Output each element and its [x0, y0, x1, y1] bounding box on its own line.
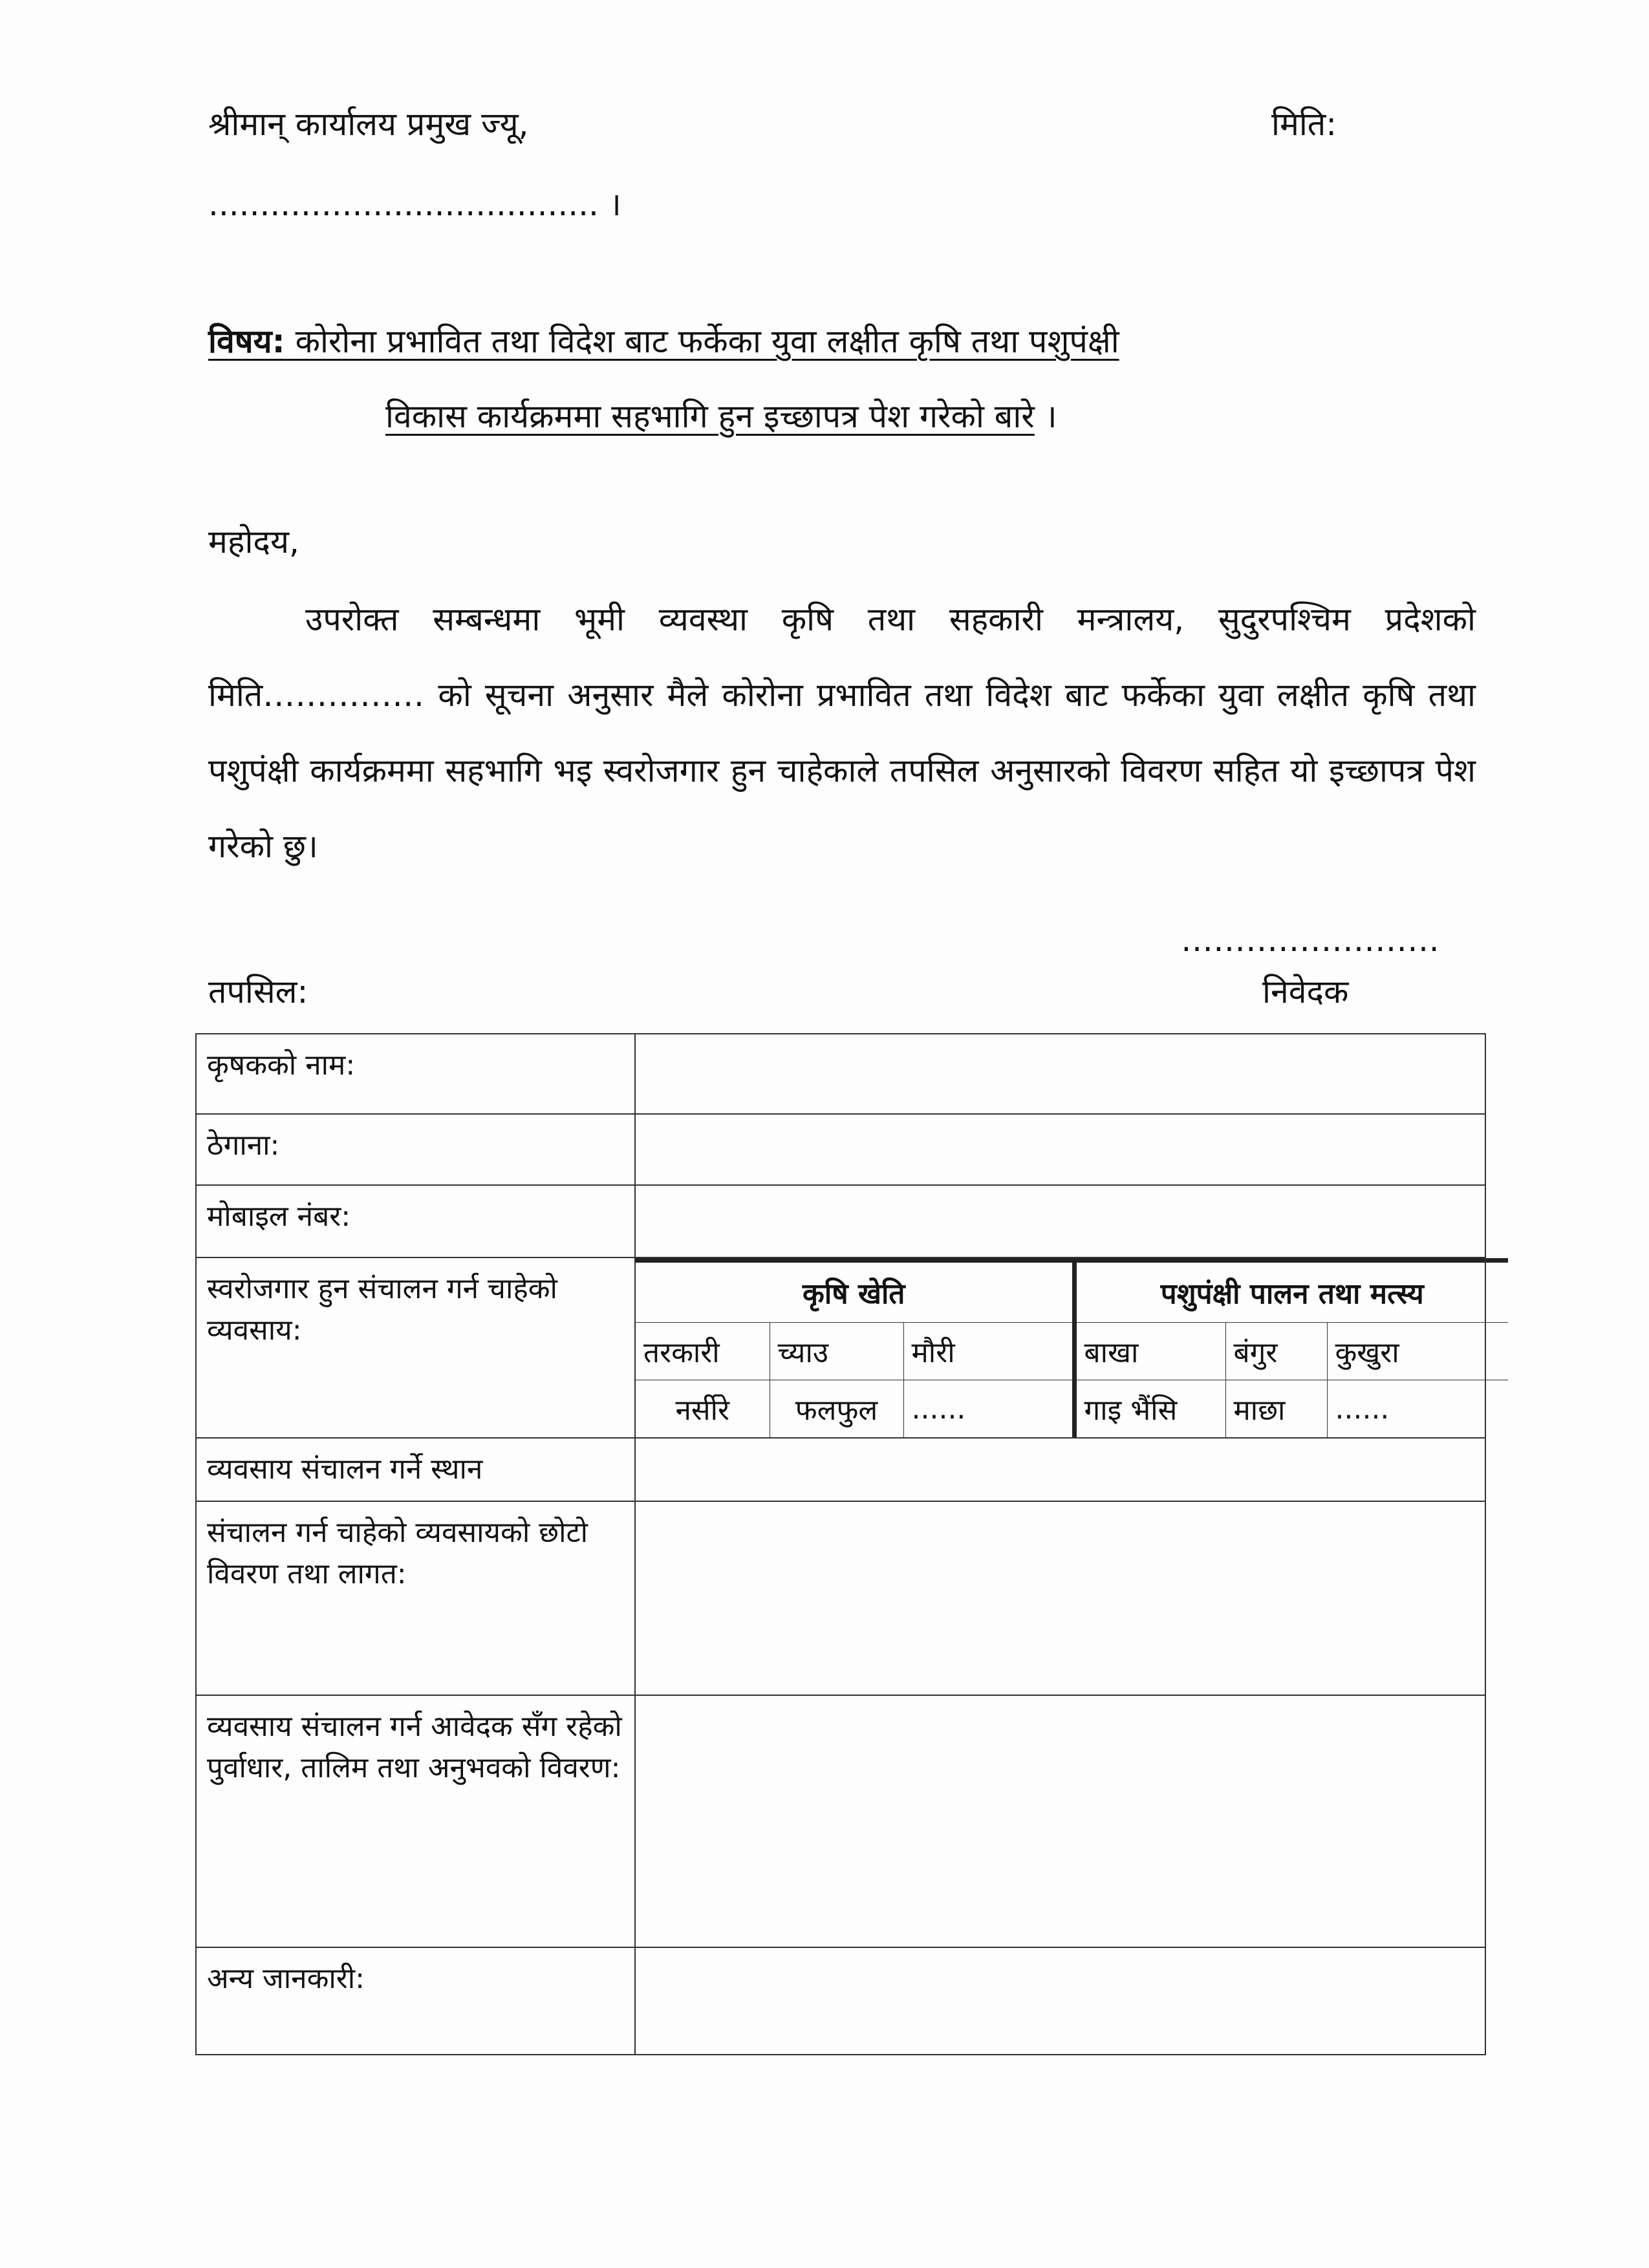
option-cow-buffalo[interactable]: गाइ भैंसि [1074, 1380, 1225, 1438]
date-label: मिति: [1271, 105, 1337, 143]
table-row [196, 1034, 1485, 1114]
mobile-field[interactable] [635, 1185, 1485, 1257]
subject-label: विषय: [208, 323, 285, 360]
table-row [196, 1114, 1485, 1185]
subject-end-mark: । [1034, 398, 1057, 435]
table-row [636, 1380, 1508, 1438]
location-label: व्यवसाय संचालन गर्ने स्थान [196, 1438, 635, 1501]
table-row [196, 1185, 1485, 1257]
description-label: संचालन गर्न चाहेको व्यवसायको छोटो विवरण तथा लागत: [196, 1501, 635, 1695]
letter-body: उपरोक्त सम्बन्धमा भूमी व्यवस्था कृषि तथा सहकारी मन्त्रालय, सुदुरपश्चिम प्रदेशको मिति…………… को सूचना अनुसार मैले कोरोना प्रभावित तथा विदेश बाट फर्केका युवा लक्षीत कृषि तथा पशुपंक्षी कार्यक्रममा सहभागि भइ स्वरोजगार हुन चाहेकाले तपसिल अनुसारको विवरण सहित यो इच्छापत्र पेश गरेको छु। [208, 601, 1476, 865]
option-vegetable[interactable]: तरकारी [636, 1323, 770, 1380]
option-chicken[interactable]: कुखुरा [1327, 1323, 1508, 1380]
option-fruit[interactable]: फलफुल [770, 1380, 903, 1438]
signature-line: …………………… [1181, 921, 1439, 959]
mobile-label: मोबाइल नंबर: [196, 1185, 635, 1257]
option-goat[interactable]: बाखा [1074, 1323, 1225, 1380]
option-pig[interactable]: बंगुर [1225, 1323, 1327, 1380]
infrastructure-field[interactable] [635, 1695, 1485, 1947]
other-info-label: अन्य जानकारी: [196, 1947, 635, 2055]
details-label: तपसिल: [208, 973, 308, 1011]
agri-header: कृषि खेति [636, 1261, 1074, 1323]
table-row [196, 1438, 1485, 1501]
business-label: स्वरोजगार हुन संचालन गर्न चाहेको व्यवसाय: [196, 1257, 635, 1438]
livestock-header: पशुपंक्षी पालन तथा मत्स्य [1074, 1261, 1508, 1323]
farmer-name-field[interactable] [635, 1034, 1485, 1114]
salutation: श्रीमान् कार्यालय प्रमुख ज्यू, [208, 105, 529, 143]
table-row [196, 1947, 1485, 2055]
address-field[interactable] [635, 1114, 1485, 1185]
office-blank-line: ...................................... । [208, 186, 621, 223]
greeting: महोदय, [208, 523, 299, 561]
option-nursery[interactable]: नर्सीरे [636, 1380, 770, 1438]
table-row [196, 1501, 1485, 1695]
option-fish[interactable]: माछा [1225, 1380, 1327, 1438]
table-row [636, 1323, 1508, 1380]
other-info-field[interactable] [635, 1947, 1485, 2055]
subject-text-1: कोरोना प्रभावित तथा विदेश बाट फर्केका युवा लक्षीत कृषि तथा पशुपंक्षी [295, 323, 1119, 360]
subject-line-2 [385, 397, 1057, 436]
table-row [196, 1257, 1485, 1438]
subject-text-2: विकास कार्यक्रममा सहभागि हुन इच्छापत्र पेश गरेको बारे [385, 398, 1035, 435]
option-livestock-other[interactable]: ...... [1327, 1380, 1508, 1438]
details-form-table [195, 1033, 1486, 2055]
table-row [196, 1695, 1485, 1947]
farmer-name-label: कृषकको नाम: [196, 1034, 635, 1114]
option-bee[interactable]: मौरी [903, 1323, 1074, 1380]
option-agri-other[interactable]: ...... [903, 1380, 1074, 1438]
business-options-cell [635, 1257, 1485, 1438]
subject-line-1 [208, 322, 1119, 361]
infrastructure-label: व्यवसाय संचालन गर्न आवेदक सँग रहेको पुर्वाधार, तालिम तथा अनुभवको विवरण: [196, 1695, 635, 1947]
applicant-label: निवेदक [1262, 973, 1349, 1011]
option-mushroom[interactable]: च्याउ [770, 1323, 903, 1380]
location-field[interactable] [635, 1438, 1485, 1501]
address-label: ठेगाना: [196, 1114, 635, 1185]
business-options-grid [636, 1258, 1508, 1437]
table-row [636, 1261, 1508, 1323]
description-field[interactable] [635, 1501, 1485, 1695]
